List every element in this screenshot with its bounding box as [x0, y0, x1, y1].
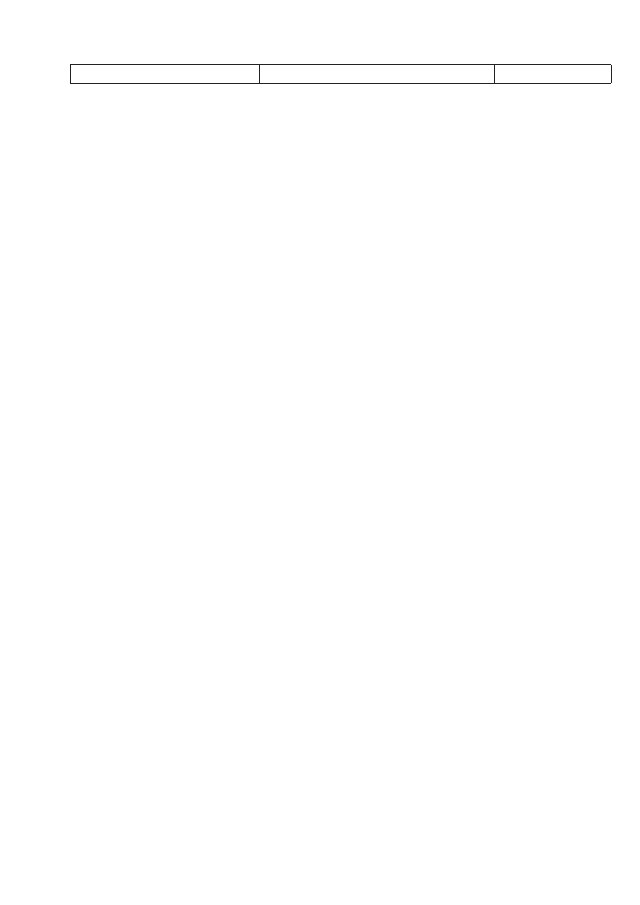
table-header — [70, 64, 611, 84]
header-col-3 — [494, 65, 612, 83]
header-col-2 — [258, 65, 495, 83]
header-col-1 — [70, 65, 260, 83]
